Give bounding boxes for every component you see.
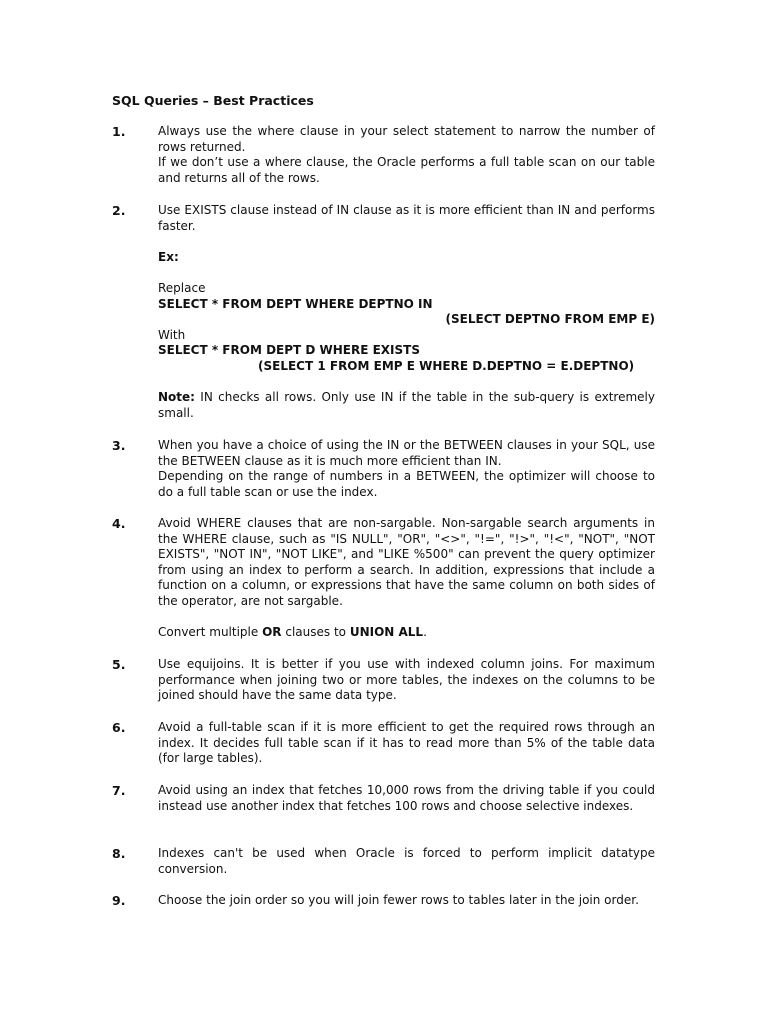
- item-text: [158, 720, 655, 767]
- item-number: 1.: [112, 124, 126, 139]
- item-text: [158, 846, 655, 877]
- item-text: [158, 124, 655, 186]
- code-line: SELECT * FROM DEPT WHERE DEPTNO IN: [158, 296, 433, 311]
- keyword-union-all: UNION ALL: [349, 625, 424, 640]
- item-text: [158, 516, 655, 641]
- note-text: IN checks all rows. Only use IN if the table in the sub-query is extremely small.: [158, 390, 655, 420]
- item-number: 8.: [112, 846, 126, 861]
- convert-suffix: .: [423, 625, 427, 640]
- example-label: Ex:: [158, 249, 179, 264]
- item-paragraph: Choose the join order so you will join fewer rows to tables later in the join order.: [158, 893, 639, 907]
- item-paragraph: When you have a choice of using the IN or the BETWEEN clauses in your SQL, use the BETWEEN clause as it is much more efficient than IN.: [158, 438, 655, 468]
- item-paragraph: Always use the where clause in your select statement to narrow the number of rows returned.: [158, 124, 655, 154]
- item-text: [158, 657, 655, 704]
- item-number: 7.: [112, 783, 126, 798]
- item-text: [158, 783, 655, 814]
- item-text: [158, 203, 655, 421]
- convert-prefix: Convert multiple: [158, 625, 263, 640]
- item-number: 4.: [112, 516, 126, 531]
- item-text: [158, 893, 655, 909]
- item-paragraph: Depending on the range of numbers in a BETWEEN, the optimizer will choose to do a full table scan or use the index.: [158, 469, 655, 499]
- item-paragraph: Avoid WHERE clauses that are non-sargable. Non-sargable search arguments in the WHERE clause, such as "IS NULL", "OR", "<>", "!=", "!>", "!<", "NOT", "NOT EXISTS", "NOT IN", "NOT LIKE", and "LIKE %500" can prevent the query optimizer from using an index to perform a search. In addition, expressions that include a function on a column, or expressions that have the same column on both sides of the operator, are not sargable.: [158, 516, 655, 608]
- item-text: [158, 438, 655, 500]
- item-paragraph: Avoid a full-table scan if it is more efficient to get the required rows through an index. It decides full table scan if it has to read more than 5% of the table data (for large tables).: [158, 720, 655, 766]
- item-number: 3.: [112, 438, 126, 453]
- convert-paragraph: [158, 625, 655, 641]
- with-label: With: [158, 327, 186, 342]
- replace-label: Replace: [158, 280, 206, 295]
- item-number: 6.: [112, 720, 126, 735]
- item-paragraph: Indexes can't be used when Oracle is forced to perform implicit datatype conversion.: [158, 846, 655, 876]
- page-title: SQL Queries – Best Practices: [112, 93, 314, 108]
- code-line: (SELECT DEPTNO FROM EMP E): [445, 312, 655, 327]
- item-paragraph: If we don’t use a where clause, the Oracle performs a full table scan on our table and returns all of the rows.: [158, 155, 655, 185]
- convert-middle: clauses to: [281, 625, 350, 640]
- note-label: Note:: [158, 390, 195, 405]
- keyword-or: OR: [262, 625, 282, 640]
- item-number: 5.: [112, 657, 126, 672]
- item-paragraph: Use EXISTS clause instead of IN clause as it is more efficient than IN and performs faster.: [158, 203, 655, 233]
- note-paragraph: [158, 390, 655, 421]
- item-paragraph: Use equijoins. It is better if you use with indexed column joins. For maximum performance when joining two or more tables, the indexes on the columns to be joined should have the same data type.: [158, 657, 655, 703]
- code-line: (SELECT 1 FROM EMP E WHERE D.DEPTNO = E.DEPTNO): [258, 358, 635, 373]
- code-line: SELECT * FROM DEPT D WHERE EXISTS: [158, 343, 420, 358]
- item-number: 2.: [112, 203, 126, 218]
- item-number: 9.: [112, 893, 126, 908]
- item-paragraph: Avoid using an index that fetches 10,000 rows from the driving table if you could instead use another index that fetches 100 rows and choose selective indexes.: [158, 783, 655, 813]
